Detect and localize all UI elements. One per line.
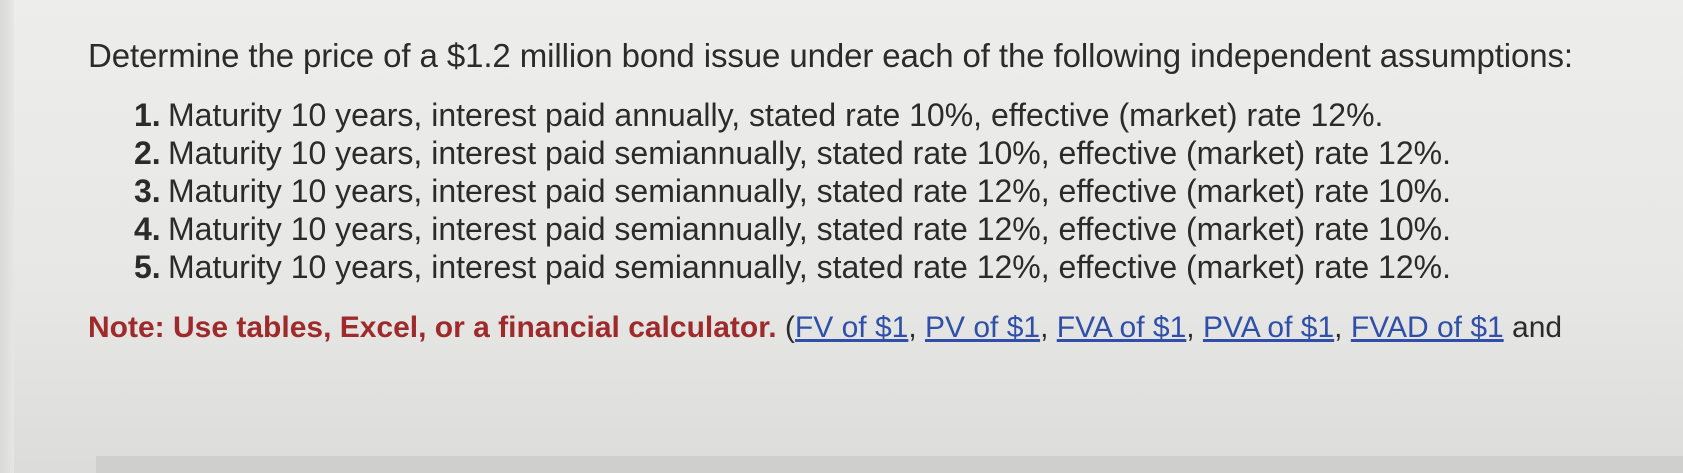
list-item bbox=[134, 210, 1678, 248]
item-text: Maturity 10 years, interest paid annually, stated rate 10%, effective (market) rate 12%. bbox=[168, 97, 1384, 133]
list-item bbox=[134, 172, 1678, 210]
list-item bbox=[134, 248, 1678, 286]
item-text: Maturity 10 years, interest paid semiannually, stated rate 12%, effective (market) rate 10%. bbox=[168, 173, 1451, 209]
item-number: 1. bbox=[134, 97, 161, 133]
note-open-paren: ( bbox=[776, 311, 795, 344]
item-text: Maturity 10 years, interest paid semiannually, stated rate 12%, effective (market) rate 12%. bbox=[168, 249, 1451, 285]
link-separator: , bbox=[1040, 311, 1057, 344]
left-edge-strip bbox=[0, 0, 14, 473]
item-number: 5. bbox=[134, 249, 161, 285]
question-text: Determine the price of a $1.2 million bond issue under each of the following independent assumptions: bbox=[88, 37, 1573, 74]
item-number: 3. bbox=[134, 173, 161, 209]
item-number: 4. bbox=[134, 211, 161, 247]
link-separator: , bbox=[908, 311, 925, 344]
pva-of-1-link[interactable]: PVA of $1 bbox=[1202, 311, 1335, 344]
note-trailing-text: and bbox=[1503, 311, 1563, 344]
fv-of-1-link[interactable]: FV of $1 bbox=[794, 311, 909, 344]
item-text: Maturity 10 years, interest paid semiannually, stated rate 10%, effective (market) rate 12%. bbox=[168, 135, 1451, 171]
link-separator: , bbox=[1186, 311, 1203, 344]
pv-of-1-link[interactable]: PV of $1 bbox=[925, 311, 1041, 344]
fva-of-1-link[interactable]: FVA of $1 bbox=[1056, 311, 1187, 344]
fvad-of-1-link[interactable]: FVAD of $1 bbox=[1350, 311, 1504, 344]
answer-area-edge bbox=[96, 456, 1683, 473]
link-separator: , bbox=[1334, 311, 1351, 344]
list-item bbox=[134, 96, 1678, 134]
item-number: 2. bbox=[134, 135, 161, 171]
assumption-list bbox=[88, 96, 1678, 286]
item-text: Maturity 10 years, interest paid semiannually, stated rate 12%, effective (market) rate 10%. bbox=[168, 211, 1451, 247]
note-label: Note: Use tables, Excel, or a financial calculator. bbox=[88, 311, 777, 344]
list-item bbox=[134, 134, 1678, 172]
problem-content bbox=[88, 34, 1678, 348]
note-line bbox=[88, 308, 1678, 348]
